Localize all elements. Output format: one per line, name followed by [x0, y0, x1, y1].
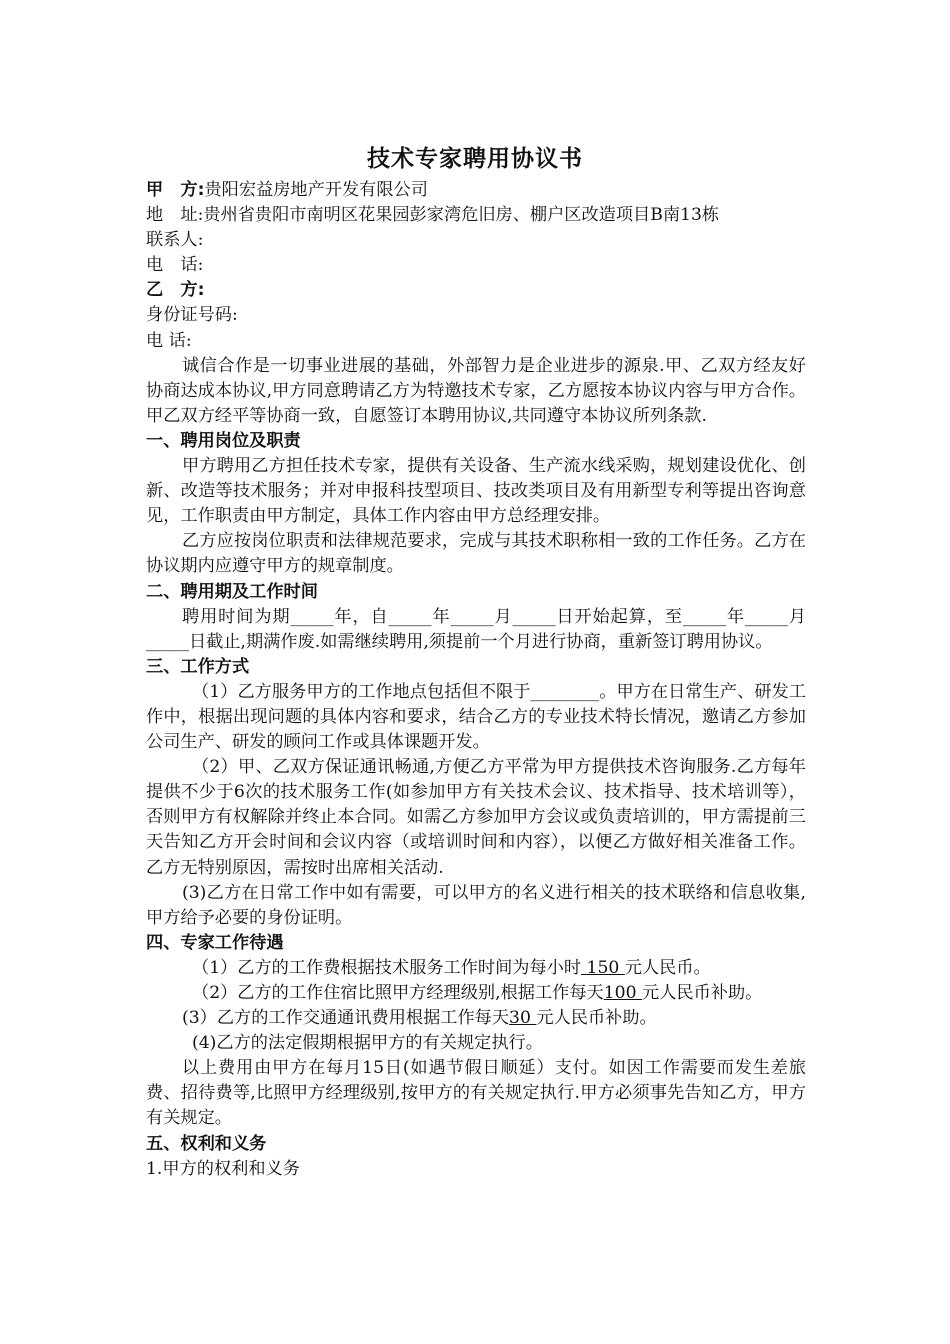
address-line — [146, 203, 806, 228]
hourly-fee-value: 150 — [581, 957, 625, 978]
item-2-unit: 元人民币补助。 — [642, 983, 763, 1003]
item-2-text: （2）乙方的工作住宿比照甲方经理级别,根据工作每天 — [192, 983, 604, 1003]
document-body — [146, 178, 806, 1182]
section-4-item-4: (4)乙方的法定假期根据甲方的有关规定执行。 — [192, 1033, 543, 1054]
item-3-unit: 元人民币补助。 — [536, 1008, 657, 1029]
section-4-paragraph-5: 以上费用由甲方在每月15日(如遇节假日顺延）支付。如因工作需要而发生差旅费、招待费等,比照甲方经理级别,按甲方的有关规定执行.甲方必须事先告知乙方，甲方有关规定。 — [146, 1058, 806, 1129]
item-1-text: （1）乙方的工作费根据技术服务工作时间为每小时 — [192, 957, 582, 978]
address-label: 地 址: — [146, 205, 204, 226]
section-5-heading: 五、权利和义务 — [146, 1133, 267, 1154]
lodging-allowance-value: 100 — [603, 983, 642, 1003]
item-3-text: (3）乙方的工作交通通讯费用根据工作每天 — [182, 1008, 510, 1029]
item-1-unit: 元人民币。 — [624, 957, 711, 978]
section-1-heading: 一、聘用岗位及职责 — [146, 430, 301, 451]
party-b-line: 乙 方: — [146, 280, 205, 301]
section-3-item-3: (3)乙方在日常工作中如有需要，可以甲方的名义进行相关的技术联络和信息收集,甲方给予必要的身份证明。 — [146, 882, 806, 928]
party-a-line — [146, 178, 806, 203]
party-b-phone-line: 电 话: — [146, 330, 192, 351]
party-a-value: 贵阳宏益房地产开发有限公司 — [204, 180, 428, 200]
section-3-item-1: （1）乙方服务甲方的工作地点包括但不限于________。甲方在日常生产、研发工作中，根据出现问题的具体内容和要求，结合乙方的专业技术特长情况，邀请乙方参加公司生产、研发的顾问工作或具体课题开发。 — [146, 681, 806, 753]
transport-allowance-value: 30 — [509, 1008, 537, 1029]
section-4-item-1 — [146, 956, 806, 981]
party-a-phone-line: 电 话: — [146, 255, 204, 276]
page-title: 技术专家聘用协议书 — [367, 146, 583, 172]
section-3-item-2: （2）甲、乙双方保证通讯畅通,方便乙方平常为甲方提供技术咨询服务.乙方每年提供不少于6次的技术服务工作(如参加甲方有关技术会议、技术指导、技术培训等），否则甲方有权解除并终止本合同。如需乙方参加甲方会议或负责培训的，甲方需提前三天告知乙方开会时间和会议内容（或培训时间和内容），以便乙方做好相关准备工作。乙方无特别原因，需按时出席相关活动. — [146, 757, 806, 878]
section-3-heading: 三、工作方式 — [146, 656, 250, 677]
section-1-paragraph-1: 甲方聘用乙方担任技术专家，提供有关设备、生产流水线采购，规划建设优化、创新、改造等技术服务；并对申报科技型项目、技改类项目及有用新型专利等提出咨询意见，工作职责由甲方制定，具体工作内容由甲方总经理安排。 — [146, 456, 806, 527]
section-5-sub-1: 1.甲方的权利和义务 — [146, 1158, 300, 1179]
section-4-item-3 — [146, 1006, 806, 1031]
section-2-heading: 二、聘用期及工作时间 — [146, 581, 318, 602]
section-2-paragraph-1: 聘用时间为期_____年，自_____年_____月_____日开始起算，至_____年_____月_____日截止,期满作废.如需继续聘用,须提前一个月进行协商，重新签订聘用协议。 — [146, 606, 806, 652]
section-4-heading: 四、专家工作待遇 — [146, 932, 284, 953]
party-a-label: 甲 方: — [146, 180, 205, 200]
section-4-item-2 — [146, 981, 806, 1006]
intro-paragraph: 诚信合作是一切事业进展的基础，外部智力是企业进步的源泉.甲、乙双方经友好协商达成本协议,甲方同意聘请乙方为特邀技术专家，乙方愿按本协议内容与甲方合作。甲乙双方经平等协商一致，自愿签订本聘用协议,共同遵守本协议所列条款. — [146, 355, 806, 426]
id-number-line: 身份证号码: — [146, 305, 238, 326]
address-value: 贵州省贵阳市南明区花果园彭家湾危旧房、棚户区改造项目B南13栋 — [203, 205, 720, 226]
contact-line: 联系人: — [146, 230, 204, 251]
section-1-paragraph-2: 乙方应按岗位职责和法律规范要求，完成与其技术职称相一致的工作任务。乙方在协议期内应遵守甲方的规章制度。 — [146, 531, 806, 577]
